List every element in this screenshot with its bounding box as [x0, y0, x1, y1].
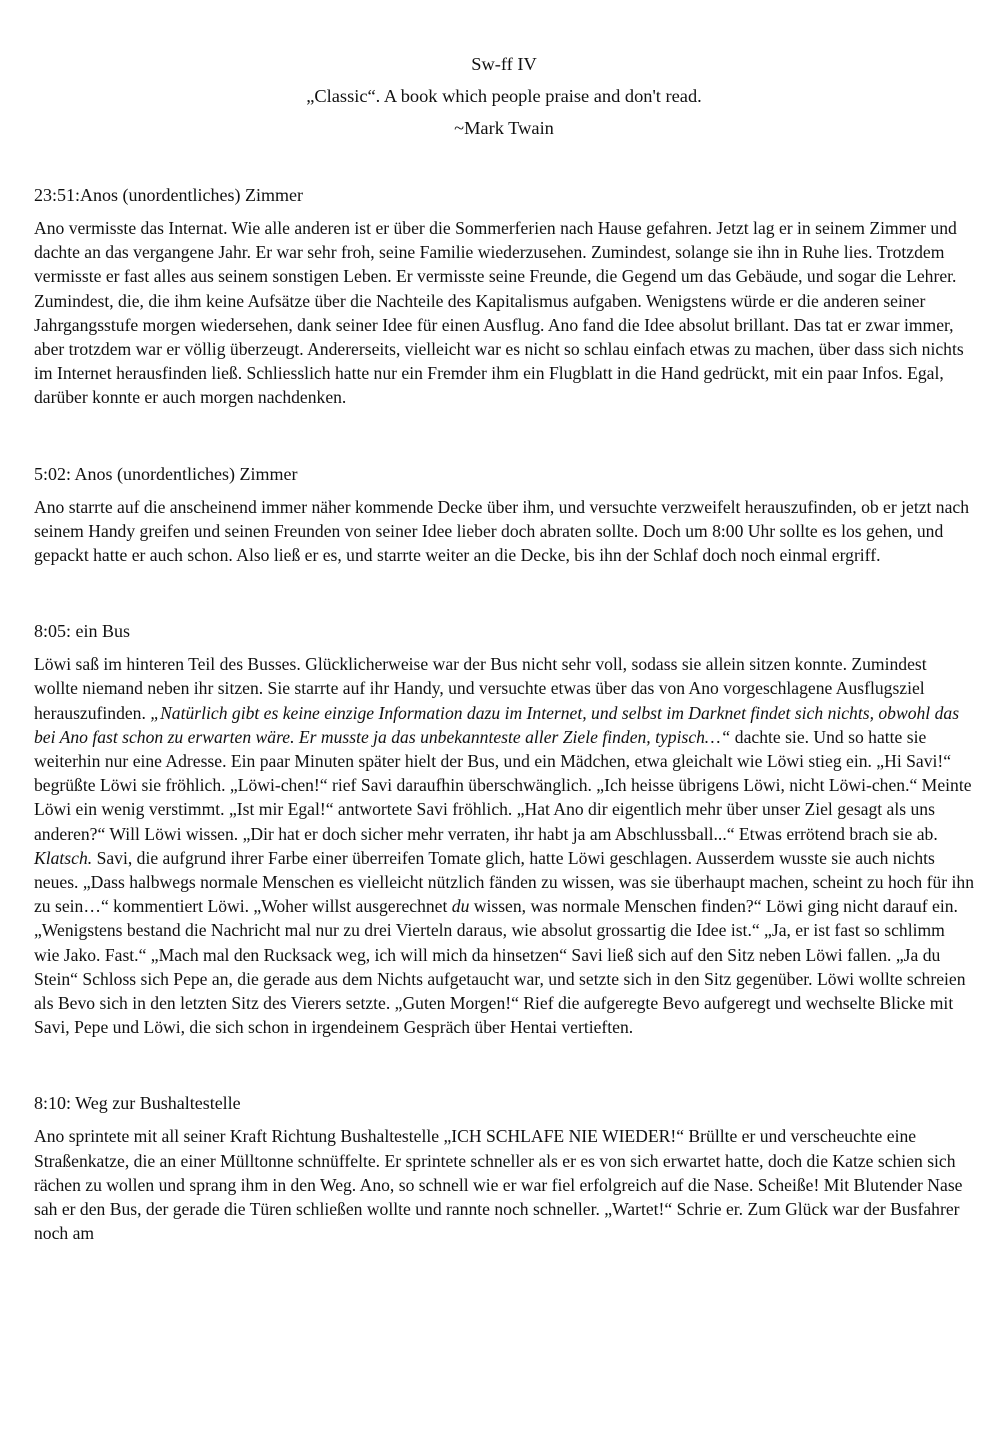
paragraph-text: Löwi saß im hinteren Teil des Busses. Glücklicherweise war der Bus nicht sehr voll, sodass sie allein sitzen konnte. Zumindest wollte niemand neben ihr sitzen. Sie starrte auf ihr Handy, und versuchte etwas über das von Ano vorgeschlagene Ausflugsziel herauszufinden. — [34, 654, 927, 723]
paragraph-text: Savi, die aufgrund ihrer Farbe einer überreifen Tomate glich, hatte Löwi geschlagen. Ausserdem wusste sie auch nichts neues. „Dass halbwegs normale Menschen es vielleicht nützlich fänden zu wissen, was sie überhaupt machen, scheint zu hoch für ihn zu sein…“ kommentiert Löwi. „Woher willst ausgerechnet — [34, 847, 974, 917]
document-page — [34, 48, 974, 1246]
italic-sound: Klatsch. — [34, 847, 93, 868]
section-0502 — [34, 462, 974, 568]
italic-thought: „Natürlich gibt es keine einzige Information dazu im Internet, und selbst im Darknet findet sich nichts, obwohl das bei Ano fast schon zu erwarten wäre. Er musste ja das unbekannteste aller Ziele finden, typisch…“ — [34, 702, 960, 747]
section-paragraph — [34, 652, 974, 1039]
section-heading: 23:51:Anos (unordentliches) Zimmer — [34, 185, 303, 205]
section-0810 — [34, 1091, 974, 1245]
italic-emphasis: du — [451, 896, 470, 917]
section-2351 — [34, 183, 974, 410]
document-title: Sw-ff IV — [471, 54, 537, 74]
epigraph-attribution: ~Mark Twain — [454, 118, 554, 138]
document-header — [34, 48, 974, 144]
paragraph-text: wissen, was normale Menschen finden?“ Löwi ging nicht darauf ein. „Wenigstens bestand die Nachricht mal nur zu drei Vierteln daraus, wie absolut grossartig die Idee ist.“ „Ja, er ist fast so schlimm wie Jako. Fast.“ „Mach mal den Rucksack weg, ich will mich da hinsetzen“ Savi ließ sich auf den Sitz neben Löwi fallen. „Ja du Stein“ Schloss sich Pepe an, die gerade aus dem Nichts aufgetaucht war, und setzte sich in den Sitz gegenüber. Löwi wollte schreien als Bevo sich in den letzten Sitz des Vierers setzte. „Guten Morgen!“ Rief die aufgeregte Bevo aufgeregt und wechselte Blicke mit Savi, Pepe und Löwi, die sich schon in irgendeinem Gespräch über Hentai vertieften. — [34, 896, 966, 1038]
epigraph-quote: „Classic“. A book which people praise and don't read. — [306, 86, 702, 106]
section-paragraph: Ano sprintete mit all seiner Kraft Richtung Bushaltestelle „ICH SCHLAFE NIE WIEDER!“ Brüllte er und verscheuchte eine Straßenkatze, die an einer Mülltonne schnüffelte. Er sprintete schneller als er es von sich erwartet hatte, doch die Katze schien sich rächen zu wollen und sprang ihm in den Weg. Ano, so schnell wie er war fiel erfolgreich auf die Nase. Scheiße! Mit Blutender Nase sah er den Bus, der gerade die Türen schließen wollte und rannte noch schneller. „Wartet!“ Schrie er. Zum Glück war der Busfahrer noch am — [34, 1126, 963, 1244]
section-heading: 8:10: Weg zur Bushaltestelle — [34, 1093, 241, 1114]
paragraph-text: dachte sie. Und so hatte sie weiterhin nur eine Adresse. Ein paar Minuten später hielt der Bus, und ein Mädchen, etwa gleichalt wie Löwi stieg ein. „Hi Savi!“ begrüßte Löwi sie fröhlich. „Löwi-chen!“ rief Savi daraufhin überschwänglich. „Ich heisse übrigens Löwi, nicht Löwi-chen.“ Meinte Löwi ein wenig verstimmt. „Ist mir Egal!“ antwortete Savi fröhlich. „Hat Ano dir eigentlich mehr über unser Ziel gesagt als uns anderen?“ Will Löwi wissen. „Dir hat er doch sicher mehr verraten, ihr habt ja am Abschlussball...“ Etwas errötend brach sie ab. — [34, 726, 972, 844]
section-paragraph: Ano starrte auf die anscheinend immer näher kommende Decke über ihm, und versuchte verzweifelt herauszufinden, ob er jetzt nach seinem Handy greifen und seinen Freunden von seiner Idee lieber doch abraten sollte. Doch um 8:00 Uhr sollte es los gehen, und gepackt hatte er auch schon. Also ließ er es, und starrte weiter an die Decke, bis ihn der Schlaf doch noch einmal ergriff. — [34, 496, 970, 566]
section-0805 — [34, 619, 974, 1039]
section-heading: 8:05: ein Bus — [34, 621, 131, 642]
section-paragraph: Ano vermisste das Internat. Wie alle anderen ist er über die Sommerferien nach Hause gefahren. Jetzt lag er in seinem Zimmer und dachte an das vergangene Jahr. Er war sehr froh, seine Familie wiederzusehen. Zumindest, solange sie ihn in Ruhe lies. Trotzdem vermisste er fast alles aus seinem sonstigen Leben. Er vermisste seine Freunde, die Gegend um das Gebäude, und sogar die Lehrer. Zumindest, die, die ihm keine Aufsätze über die Nachteile des Kapitalismus aufgaben. Wenigstens würde er die anderen seiner Jahrgangsstufe morgen wiedersehen, dank seiner Idee für einen Ausflug. Ano fand die Idee absolut brillant. Das tat er zwar immer, aber trotzdem war er völlig überzeugt. Andererseits, vielleicht war es nicht so schlau einfach etwas zu machen, über dass sich nichts im Internet herausfinden ließ. Schliesslich hatte nur ein Fremder ihm ein Flugblatt in die Hand gedrückt, mit ein paar Infos. Egal, darüber konnte er auch morgen nachdenken. — [34, 218, 964, 408]
section-heading: 5:02: Anos (unordentliches) Zimmer — [34, 463, 298, 484]
